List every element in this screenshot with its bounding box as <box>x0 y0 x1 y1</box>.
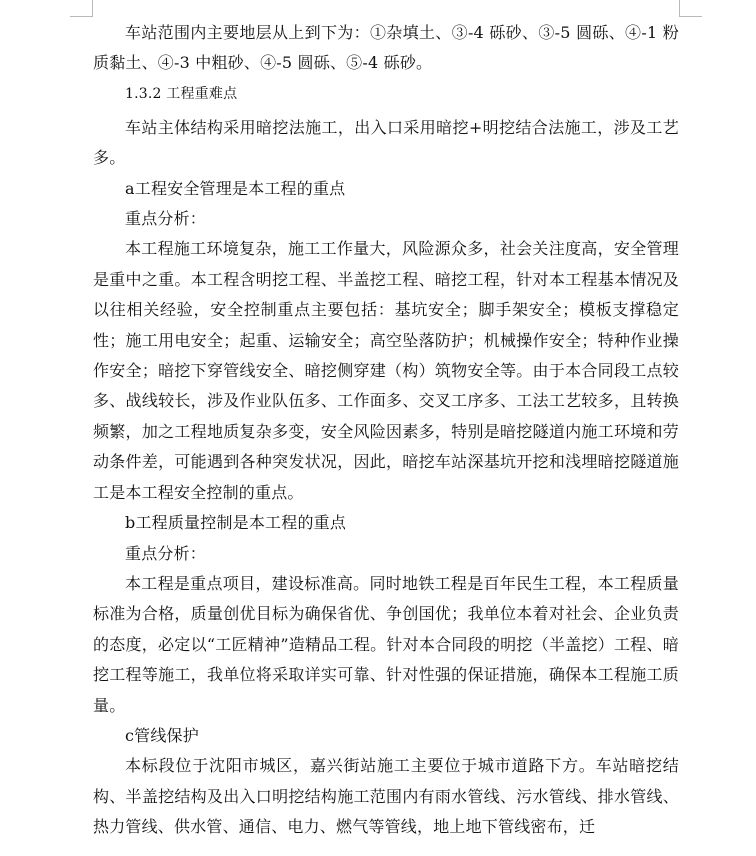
margin-mark-left-horizontal <box>70 16 93 17</box>
margin-mark-right-vertical <box>679 0 680 16</box>
point-b-body: 本工程是重点项目，建设标准高。同时地铁工程是百年民生工程，本工程质量标准为合格，质量创优目标为确保省优、争创国优；我单位本着对社会、企业负责的态度，必定以“工匠精神”造精品工程。针对本合同段的明挖（半盖挖）工程、暗挖工程等施工，我单位将采取详实可靠、针对性强的保证措施，确保本工程施工质量。 <box>93 573 679 715</box>
document-body <box>93 18 679 843</box>
paragraph-strata: 车站范围内主要地层从上到下为：①杂填土、③-4 砾砂、③-5 圆砾、④-1 粉质黏土、④-3 中粗砂、④-5 圆砾、⑤-4 砾砂。 <box>93 23 679 73</box>
point-a-title: a工程安全管理是本工程的重点 <box>125 178 346 198</box>
margin-mark-right-horizontal <box>679 16 702 17</box>
point-b-label: 重点分析： <box>125 543 207 563</box>
point-c-title: c管线保护 <box>125 725 199 745</box>
point-b-title: b工程质量控制是本工程的重点 <box>125 513 347 533</box>
point-a-body: 本工程施工环境复杂，施工工作量大，风险源众多，社会关注度高，安全管理是重中之重。本工程含明挖工程、半盖挖工程、暗挖工程，针对本工程基本情况及以往相关经验，安全控制重点主要包括：基坑安全；脚手架安全；模板支撑稳定性；施工用电安全；起重、运输安全；高空坠落防护；机械操作安全；特种作业操作安全；暗挖下穿管线安全、暗挖侧穿建（构）筑物安全等。由于本合同段工点较多、战线较长，涉及作业队伍多、工作面多、交叉工序多、工法工艺较多，且转换频繁，加之工程地质复杂多变，安全风险因素多，特别是暗挖隧道内施工环境和劳动条件差，可能遇到各种突发状况，因此，暗挖车站深基坑开挖和浅埋暗挖隧道施工是本工程安全控制的重点。 <box>93 239 679 502</box>
point-c-body: 本标段位于沈阳市城区，嘉兴街站施工主要位于城市道路下方。车站暗挖结构、半盖挖结构及出入口明挖结构施工范围内有雨水管线、污水管线、排水管线、热力管线、供水管、通信、电力、燃气等管线，地上地下管线密布，迁 <box>93 756 679 837</box>
section-heading: 1.3.2 工程重难点 <box>125 85 238 102</box>
point-a-label: 重点分析： <box>125 209 207 229</box>
paragraph-intro: 车站主体结构采用暗挖法施工，出入口采用暗挖+明挖结合法施工，涉及工艺多。 <box>93 117 679 168</box>
margin-mark-left-vertical <box>92 0 93 16</box>
